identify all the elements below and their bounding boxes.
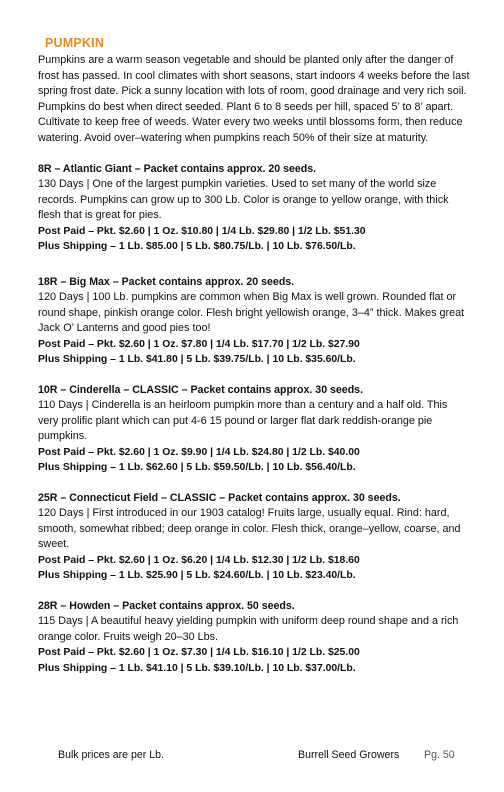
post-paid-prices: Post Paid – Pkt. $2.60 | 1 Oz. $7.30 | 1/4 Lb. $16.10 | 1/2 Lb. $25.00: [38, 647, 360, 659]
variety-description: 115 Days | A beautiful heavy yielding pumpkin with uniform deep round shape and a rich orange color. Fruits weigh 20–30 Lbs.: [38, 614, 459, 643]
variety-item: [38, 275, 470, 368]
plus-shipping-prices: Plus Shipping – 1 Lb. $85.00 | 5 Lb. $80.75/Lb. | 10 Lb. $76.50/Lb.: [38, 241, 356, 253]
plus-shipping-prices: Plus Shipping – 1 Lb. $25.90 | 5 Lb. $24.60/Lb. | 10 Lb. $23.40/Lb.: [38, 570, 356, 582]
post-paid-prices: Post Paid – Pkt. $2.60 | 1 Oz. $6.20 | 1/4 Lb. $12.30 | 1/2 Lb. $18.60: [38, 554, 360, 566]
variety-title: 10R – Cinderella – CLASSIC – Packet contains approx. 30 seeds.: [38, 383, 364, 396]
variety-item: [38, 599, 470, 676]
plus-shipping-prices: Plus Shipping – 1 Lb. $62.60 | 5 Lb. $59.50/Lb. | 10 Lb. $56.40/Lb.: [38, 462, 356, 474]
post-paid-prices: Post Paid – Pkt. $2.60 | 1 Oz. $9.90 | 1/4 Lb. $24.80 | 1/2 Lb. $40.00: [38, 446, 360, 458]
page-number: Pg. 50: [424, 749, 455, 761]
bulk-note: Bulk prices are per Lb.: [58, 749, 164, 761]
catalog-page: [38, 36, 470, 676]
variety-description: 120 Days | First introduced in our 1903 catalog! Fruits large, usually equal. Rind: hard, smooth, somewhat ribbed; deep orange in color. Flesh thick, orange–yellow, coarse, and sweet.: [38, 506, 461, 551]
post-paid-prices: Post Paid – Pkt. $2.60 | 1 Oz. $7.80 | 1/4 Lb. $17.70 | 1/2 Lb. $27.90: [38, 338, 360, 350]
variety-title: 18R – Big Max – Packet contains approx. 20 seeds.: [38, 275, 295, 288]
post-paid-prices: Post Paid – Pkt. $2.60 | 1 Oz. $10.80 | 1/4 Lb. $29.80 | 1/2 Lb. $51.30: [38, 225, 366, 237]
variety-title: 25R – Connecticut Field – CLASSIC – Packet contains approx. 30 seeds.: [38, 491, 401, 504]
variety-title: 28R – Howden – Packet contains approx. 50 seeds.: [38, 599, 295, 612]
variety-title: 8R – Atlantic Giant – Packet contains approx. 20 seeds.: [38, 162, 317, 175]
plus-shipping-prices: Plus Shipping – 1 Lb. $41.10 | 5 Lb. $39.10/Lb. | 10 Lb. $37.00/Lb.: [38, 662, 356, 674]
variety-item: [38, 491, 470, 584]
plus-shipping-prices: Plus Shipping – 1 Lb. $41.80 | 5 Lb. $39.75/Lb. | 10 Lb. $35.60/Lb.: [38, 354, 356, 366]
variety-description: 130 Days | One of the largest pumpkin varieties. Used to set many of the world size records. Pumpkins can grow up to 300 Lb. Color is orange to yellow orange, with thick flesh that is great for pies.: [38, 177, 449, 222]
section-title: PUMPKIN: [45, 36, 105, 50]
variety-item: [38, 162, 470, 255]
variety-item: [38, 383, 470, 476]
company-name: Burrell Seed Growers: [298, 749, 400, 761]
variety-description: 110 Days | Cinderella is an heirloom pumpkin more than a century and a half old. This very prolific plant which can put 4-6 15 pound or larger flat dark reddish-orange pie pumpkins.: [38, 398, 448, 443]
section-intro: Pumpkins are a warm season vegetable and should be planted only after the danger of frost has passed. In cool climates with short seasons, start indoors 4 weeks before the last spring frost date. Pick a sunny location with lots of room, good drainage and very rich soil. Pumpkins do best when direct seeded. Plant 6 to 8 seeds per hill, spaced 5’ to 8’ apart. Cultivate to keep free of weeds. Water every two weeks until blossoms form, then reduce watering. Avoid over–watering when pumpkins reach 50% of their size at maturity.: [38, 54, 470, 144]
variety-description: 120 Days | 100 Lb. pumpkins are common when Big Max is well grown. Rounded flat or round shape, pinkish orange color. Flesh bright yellowish orange, 3–4” thick. Makes great Jack O’ Lanterns and good pies too!: [38, 290, 465, 335]
